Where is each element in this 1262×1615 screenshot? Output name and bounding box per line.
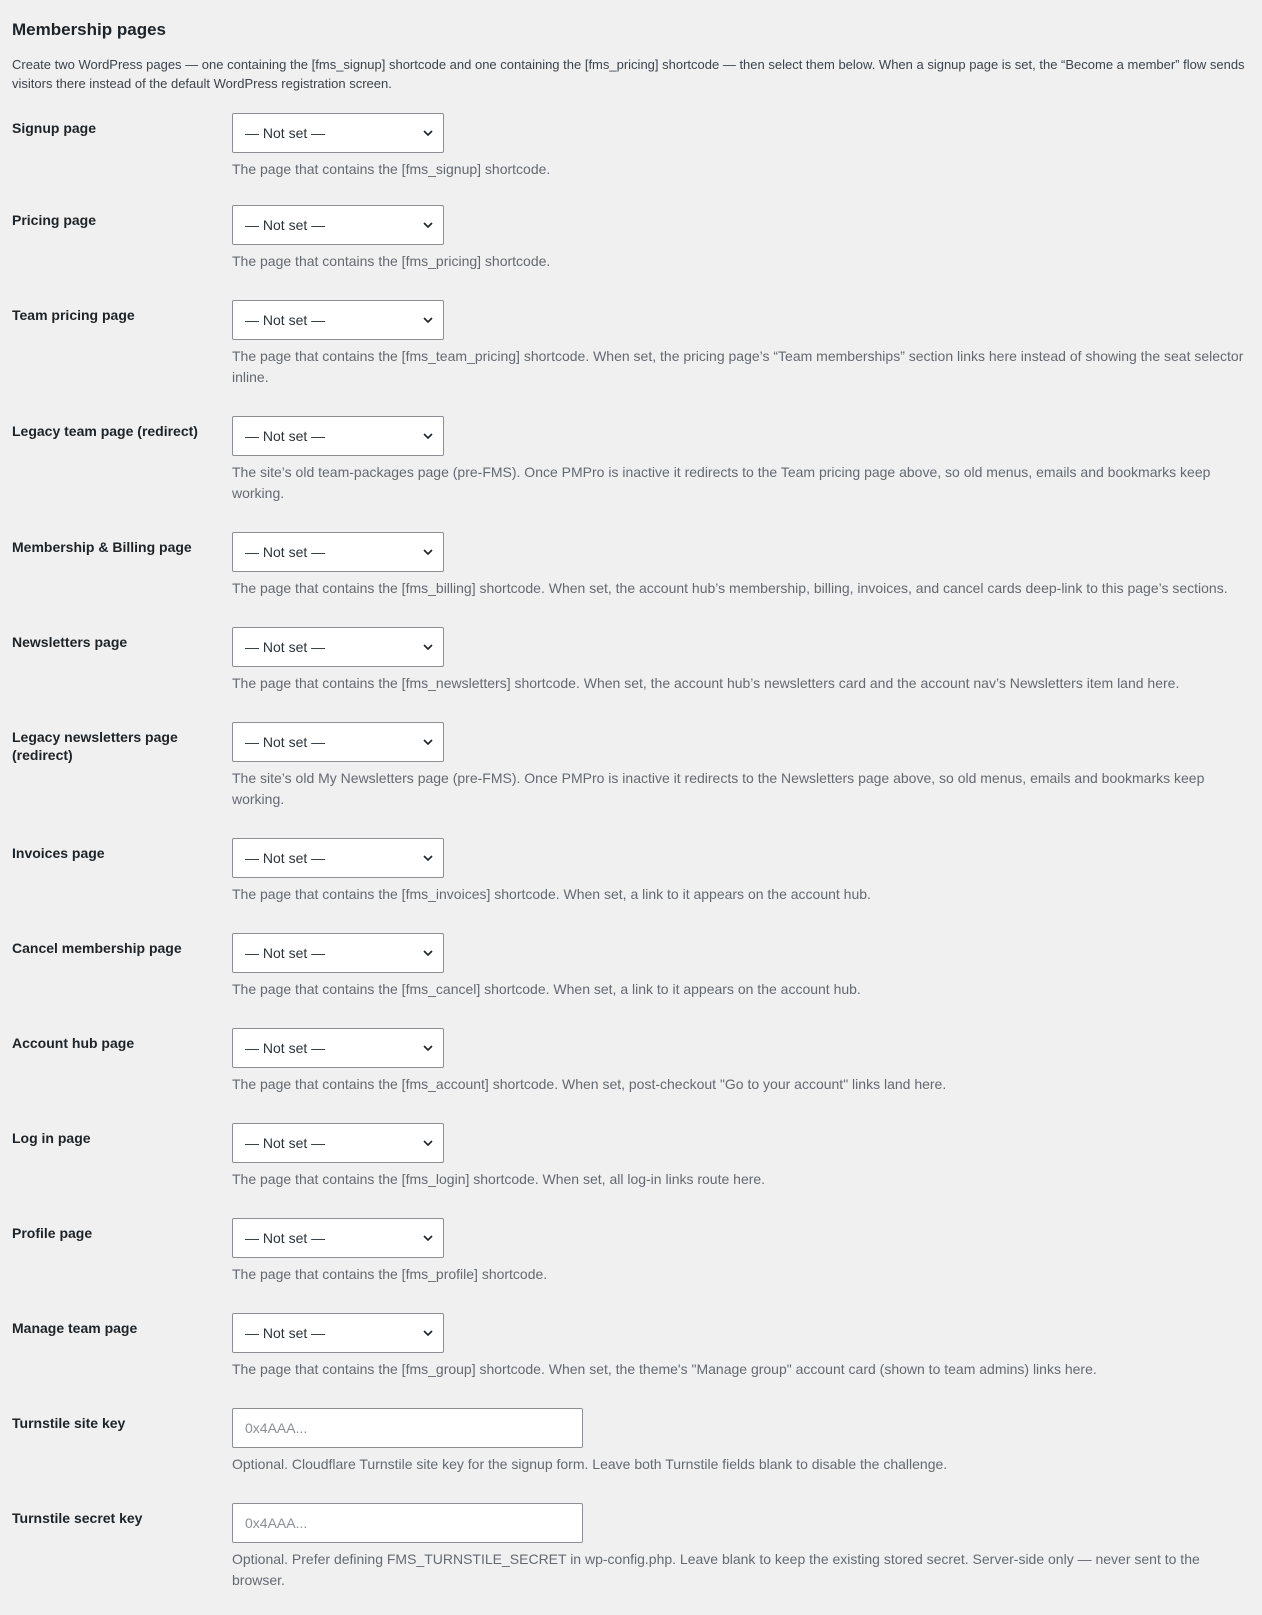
select-value: — Not set — xyxy=(245,734,326,750)
select-value: — Not set — xyxy=(245,850,326,866)
field-description: The page that contains the [fms_account] shortcode. When set, post-checkout "Go to your account" links land here. xyxy=(232,1076,947,1092)
field-label: Cancel membership page xyxy=(12,940,182,956)
row-signup-page xyxy=(12,113,1250,205)
select-value: — Not set — xyxy=(245,428,326,444)
row-pricing-page xyxy=(12,205,1250,300)
account-hub-page-select[interactable] xyxy=(232,1028,444,1068)
row-newsletters-page xyxy=(12,627,1250,722)
section-title: Membership pages xyxy=(12,20,166,39)
field-description: The page that contains the [fms_profile] shortcode. xyxy=(232,1266,548,1282)
select-value: — Not set — xyxy=(245,312,326,328)
field-description: The page that contains the [fms_group] shortcode. When set, the theme's "Manage group" account card (shown to team admins) links here. xyxy=(232,1361,1097,1377)
select-value: — Not set — xyxy=(245,125,326,141)
field-label: Team pricing page xyxy=(12,307,135,323)
select-value: — Not set — xyxy=(245,639,326,655)
newsletters-page-select[interactable] xyxy=(232,627,444,667)
row-account-hub-page xyxy=(12,1028,1250,1123)
row-team-pricing-page xyxy=(12,300,1250,416)
profile-page-select[interactable] xyxy=(232,1218,444,1258)
chevron-down-icon xyxy=(423,1138,433,1148)
log-in-page-select[interactable] xyxy=(232,1123,444,1163)
chevron-down-icon xyxy=(423,1043,433,1053)
select-value: — Not set — xyxy=(245,544,326,560)
row-log-in-page xyxy=(12,1123,1250,1218)
turnstile-secret-key-input[interactable] xyxy=(232,1503,583,1543)
manage-team-page-select[interactable] xyxy=(232,1313,444,1353)
chevron-down-icon xyxy=(423,1233,433,1243)
field-description: The site’s old team-packages page (pre-FMS). Once PMPro is inactive it redirects to the Team pricing page above, so old menus, emails and bookmarks keep working. xyxy=(232,464,1211,501)
select-value: — Not set — xyxy=(245,1135,326,1151)
field-description: The page that contains the [fms_pricing] shortcode. xyxy=(232,253,551,269)
field-label: Invoices page xyxy=(12,845,105,861)
section-intro: Create two WordPress pages — one containing the [fms_signup] shortcode and one containing the [fms_pricing] shortcode — then select them below. When a signup page is set, the “Become a member” flow sends visitors there instead of the default WordPress registration screen. xyxy=(12,57,1245,91)
row-turnstile-site-key xyxy=(12,1408,1250,1503)
invoices-page-select[interactable] xyxy=(232,838,444,878)
field-label: Log in page xyxy=(12,1130,91,1146)
membership-billing-page-select[interactable] xyxy=(232,532,444,572)
chevron-down-icon xyxy=(423,1328,433,1338)
chevron-down-icon xyxy=(423,220,433,230)
chevron-down-icon xyxy=(423,315,433,325)
select-value: — Not set — xyxy=(245,945,326,961)
signup-page-select[interactable] xyxy=(232,113,444,153)
field-label: Signup page xyxy=(12,120,96,136)
field-description: The site’s old My Newsletters page (pre-FMS). Once PMPro is inactive it redirects to the Newsletters page above, so old menus, emails and bookmarks keep working. xyxy=(232,770,1205,807)
field-label: Legacy newsletters page (redirect) xyxy=(12,729,178,763)
chevron-down-icon xyxy=(423,737,433,747)
row-cancel-membership-page xyxy=(12,933,1250,1028)
field-label: Membership & Billing page xyxy=(12,539,192,555)
field-label: Pricing page xyxy=(12,212,97,228)
field-label: Legacy team page (redirect) xyxy=(12,423,198,439)
field-description: The page that contains the [fms_cancel] shortcode. When set, a link to it appears on the account hub. xyxy=(232,981,861,997)
field-description: Optional. Prefer defining FMS_TURNSTILE_SECRET in wp-config.php. Leave blank to keep the existing stored secret. Server-side only — never sent to the browser. xyxy=(232,1551,1200,1588)
row-invoices-page xyxy=(12,838,1250,933)
field-label: Account hub page xyxy=(12,1035,135,1051)
cancel-membership-page-select[interactable] xyxy=(232,933,444,973)
field-description: The page that contains the [fms_billing] shortcode. When set, the account hub’s membership, billing, invoices, and cancel cards deep-link to this page’s sections. xyxy=(232,580,1228,596)
chevron-down-icon xyxy=(423,547,433,557)
select-value: — Not set — xyxy=(245,1230,326,1246)
team-pricing-page-select[interactable] xyxy=(232,300,444,340)
row-turnstile-secret-key xyxy=(12,1503,1250,1598)
field-description: The page that contains the [fms_newsletters] shortcode. When set, the account hub’s newsletters card and the account nav’s Newsletters item land here. xyxy=(232,675,1180,691)
select-value: — Not set — xyxy=(245,1325,326,1341)
field-description: The page that contains the [fms_team_pricing] shortcode. When set, the pricing page’s “Team memberships” section links here instead of showing the seat selector inline. xyxy=(232,348,1244,385)
field-label: Manage team page xyxy=(12,1320,138,1336)
row-legacy-team-page xyxy=(12,416,1250,532)
field-description: The page that contains the [fms_login] shortcode. When set, all log-in links route here. xyxy=(232,1171,766,1187)
field-label: Turnstile site key xyxy=(12,1415,126,1431)
field-description: The page that contains the [fms_invoices] shortcode. When set, a link to it appears on the account hub. xyxy=(232,886,871,902)
field-description: Optional. Cloudflare Turnstile site key for the signup form. Leave both Turnstile fields blank to disable the challenge. xyxy=(232,1456,948,1472)
row-legacy-newsletters-page xyxy=(12,722,1250,838)
settings-form xyxy=(12,113,1250,1598)
field-description: The page that contains the [fms_signup] shortcode. xyxy=(232,161,551,177)
chevron-down-icon xyxy=(423,128,433,138)
legacy-newsletters-page-select[interactable] xyxy=(232,722,444,762)
chevron-down-icon xyxy=(423,431,433,441)
pricing-page-select[interactable] xyxy=(232,205,444,245)
select-value: — Not set — xyxy=(245,217,326,233)
chevron-down-icon xyxy=(423,853,433,863)
field-label: Turnstile secret key xyxy=(12,1510,143,1526)
chevron-down-icon xyxy=(423,642,433,652)
field-label: Newsletters page xyxy=(12,634,128,650)
legacy-team-page-select[interactable] xyxy=(232,416,444,456)
row-manage-team-page xyxy=(12,1313,1250,1408)
turnstile-site-key-input[interactable] xyxy=(232,1408,583,1448)
row-profile-page xyxy=(12,1218,1250,1313)
chevron-down-icon xyxy=(423,948,433,958)
select-value: — Not set — xyxy=(245,1040,326,1056)
row-membership-billing-page xyxy=(12,532,1250,627)
field-label: Profile page xyxy=(12,1225,93,1241)
